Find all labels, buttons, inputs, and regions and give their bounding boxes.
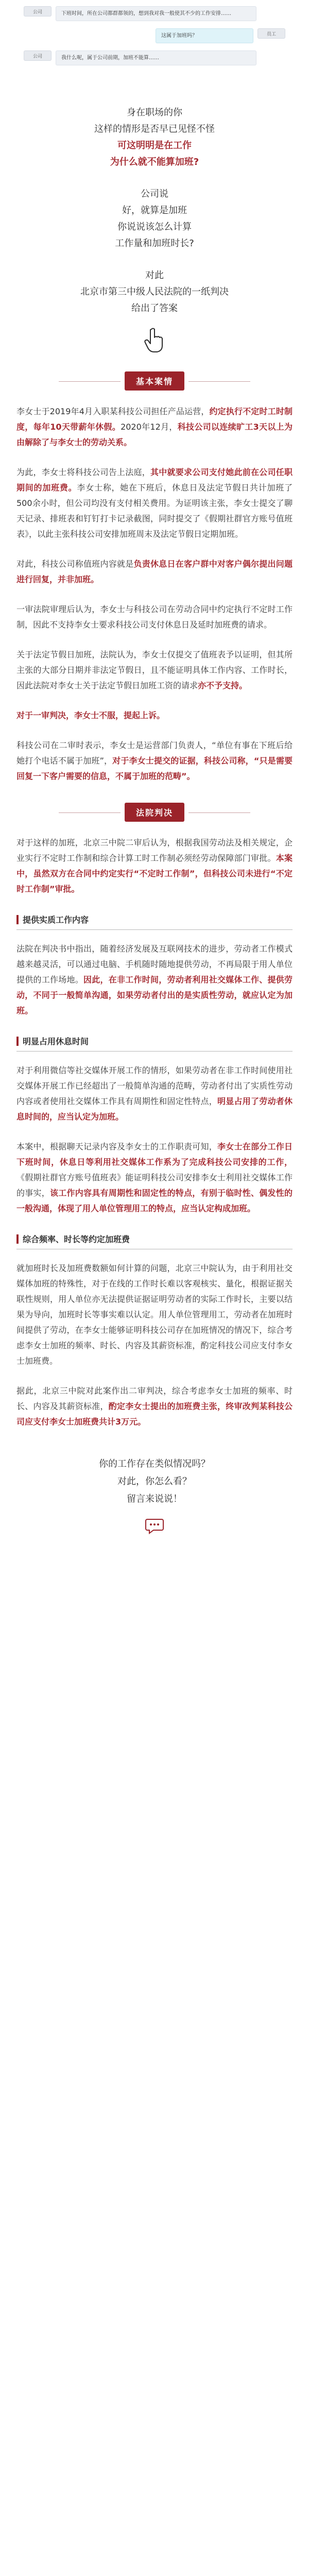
section-header-judgment bbox=[0, 803, 309, 822]
paragraph: 对此，科技公司称值班内容就是负责休息日在客户群中对客户偶尔提出问题进行回复，并非加班。 bbox=[16, 559, 293, 584]
outro-line: 你的工作存在类似情况吗？ bbox=[99, 1459, 210, 1469]
avatar: 公司 bbox=[24, 6, 52, 16]
subheading: 明显占用休息时间 bbox=[16, 1033, 293, 1052]
intro bbox=[0, 105, 309, 353]
subheading: 综合频率、时长等约定加班费 bbox=[16, 1231, 293, 1249]
chat-bubble: 我什么呢，属于公司前期，加班不能算…… bbox=[56, 50, 256, 65]
case-body bbox=[0, 404, 309, 784]
chat-message bbox=[24, 28, 285, 43]
avatar: 公司 bbox=[24, 50, 52, 61]
outro-line: 留言来说说！ bbox=[127, 1494, 182, 1504]
intro-line: 对此 bbox=[145, 270, 164, 281]
avatar: 员工 bbox=[258, 28, 285, 39]
paragraph: 对于这样的加班，北京三中院二审后认为，根据我国劳动法及相关规定，企业实行不定时工作制和综合计算工时工作制必须经劳动保障部门审批。本案中，虽然双方在合同中约定实行“不定时工作制”，但科技公司未进行“不定时工作制”审批。 bbox=[16, 838, 293, 894]
paragraph: 据此，北京三中院对此案作出二审判决，综合考虑李女士加班的频率、时长、内容及其薪资标准，酌定李女士提出的加班费主张，终审改判某科技公司应支付李女士加班费共计3万元。 bbox=[16, 1386, 293, 1427]
paragraph: 为此，李女士将科技公司告上法庭，其中就要求公司支付她此前在公司任职期间的加班费。李女士称，她在下班后，休息日及法定节假日共计加班了500余小时，但公司均没有支付相关费用。为证明该主张，李女士提交了聊天记录、排班表和钉钉打卡记录截图，同时提交了《假期社群官方账号值班表》，以此主张科技公司安排加班周末及法定节假日定期加班。 bbox=[16, 467, 293, 539]
intro-line: 北京市第三中级人民法院的一纸判决 bbox=[80, 286, 229, 297]
chat-message bbox=[24, 6, 285, 21]
intro-line: 给出了答案 bbox=[131, 303, 178, 314]
outro-line: 对此，你怎么看？ bbox=[117, 1476, 192, 1487]
paragraph: 一审法院审理后认为，李女士与科技公司在劳动合同中约定执行不定时工作制，因此不支持李女士要求科技公司支付休息日及延时加班费的请求。 bbox=[16, 604, 293, 630]
paragraph-highlight: 对于一审判决，李女士不服，提起上诉。 bbox=[16, 710, 165, 720]
intro-line: 工作量和加班时长? bbox=[115, 238, 194, 249]
paragraph: 本案中，根据聊天记录内容及李女士的工作职责可知，李女士在部分工作日下班时间，休息日等利用社交媒体工作系为了完成科技公司安排的工作，《假期社群官方账号值班表》能证明科技公司安排李女士利用社交媒体工作的事实，该工作内容具有周期性和固定性的特点，有别于临时性、偶发性的一般沟通，体现了用人单位管理用工的特点，应当认定构成加班。 bbox=[16, 1142, 293, 1213]
outro bbox=[0, 1455, 309, 1536]
chat-bubble: 这属于加班吗？ bbox=[156, 28, 253, 43]
chat-bubble-icon bbox=[144, 1515, 165, 1536]
section-header-case bbox=[0, 371, 309, 391]
paragraph: 法院在判决书中指出，随着经济发展及互联网技术的进步，劳动者工作模式越来越灵活，可以通过电脑、手机随时随地提供劳动，不再局限于用人单位提供的工作场地。因此，在非工作时间，劳动者利用社交媒体工作、提供劳动，不同于一般简单沟通，如果劳动者付出的是实质性劳动，就应认定为加班。 bbox=[16, 944, 293, 1015]
pointing-hand-icon bbox=[144, 327, 165, 353]
intro-line: 身在职场的你 bbox=[127, 107, 182, 118]
paragraph: 对于利用微信等社交媒体开展工作的情形，如果劳动者在非工作时间使用社交媒体开展工作已经超出了一般简单沟通的范畴，劳动者付出了实质性劳动内容或者使用社交媒体工作具有周期性和固定性特点，明显占用了劳动者休息时间的，应当认定为加班。 bbox=[16, 1065, 293, 1122]
judgment-body bbox=[0, 835, 309, 1430]
paragraph: 科技公司在二审时表示，李女士是运营部门负责人，“单位有事在下班后给她打个电话不属于加班”，对于李女士提交的证据，科技公司称，“只是需要回复一下客户需要的信息，不属于加班的范畴”。 bbox=[16, 740, 293, 781]
chat-message bbox=[24, 50, 285, 65]
intro-line: 你说说该怎么计算 bbox=[117, 222, 192, 232]
paragraph: 李女士于2019年4月入职某科技公司担任产品运营，约定执行不定时工时制度，每年10天带薪年休假。2020年12月，科技公司以连续旷工3天以上为由解除了与李女士的劳动关系。 bbox=[16, 406, 293, 447]
section-title: 基本案情 bbox=[125, 371, 184, 391]
chat-illustration bbox=[0, 0, 309, 77]
intro-line: 公司说 bbox=[141, 189, 168, 199]
chat-bubble: 下班时间，所在公司都群都领的，想到我对我一般使其不少的工作安排…… bbox=[56, 6, 256, 21]
intro-line: 这样的情形是否早已见怪不怪 bbox=[94, 124, 215, 134]
subheading: 提供实质工作内容 bbox=[16, 911, 293, 930]
intro-line-highlight: 可这明明是在工作 bbox=[117, 140, 192, 151]
section-title: 法院判决 bbox=[125, 803, 184, 822]
paragraph: 关于法定节假日加班，法院认为，李女士仅提交了值班表予以证明，但其所主张的大部分日期并非法定节假日，且不能证明具体工作内容、工作时长，因此法院对李女士关于法定节假日加班工资的请求亦不予支持。 bbox=[16, 650, 293, 690]
intro-line-highlight: 为什么就不能算加班? bbox=[110, 157, 199, 167]
paragraph: 就加班时长及加班费数额如何计算的问题，北京三中院认为，由于利用社交媒体加班的特殊性，对于在线的工作时长难以客观核实、量化，根据证据关联性规则，用人单位亦无法提供证据证明劳动者的实际工作时长，主要以结果为导向，加班时长等事实难以认定。用人单位管理用工，劳动者在加班时间提供了劳动，在李女士能够证明科技公司存在加班情况的情况下，综合考虑李女士加班的频率、时长、内容及其薪资标准，酌定科技公司应支付李女士加班费。 bbox=[16, 1263, 293, 1366]
intro-line: 好，就算是加班 bbox=[122, 205, 187, 216]
